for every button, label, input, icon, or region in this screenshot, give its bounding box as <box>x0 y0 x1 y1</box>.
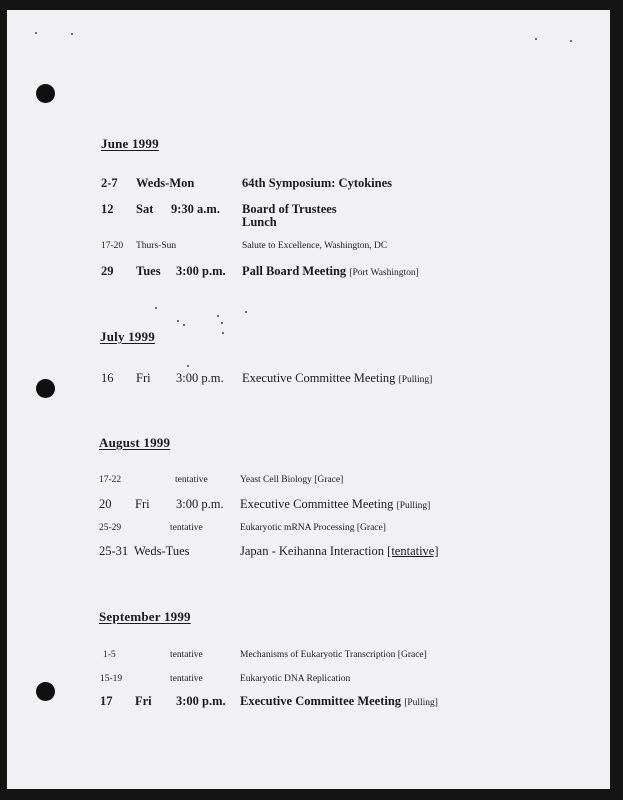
row-event-title: Yeast Cell Biology <box>240 475 312 485</box>
row-note: [Pulling] <box>398 375 433 385</box>
binder-hole-top <box>36 84 55 103</box>
paper-speck <box>187 365 189 367</box>
paper-speck <box>35 32 37 34</box>
paper-speck <box>183 324 185 326</box>
row-event: 64th Symposium: Cytokines <box>242 176 393 190</box>
row-date: 29 <box>101 264 114 278</box>
row-time: tentative <box>170 523 203 533</box>
row-date: 1-5 <box>103 650 116 660</box>
row-date: 25-31 <box>99 544 129 558</box>
row-event <box>242 264 419 279</box>
row-time: tentative <box>175 475 208 485</box>
row-day: Sat <box>136 202 154 216</box>
row-date: 17 <box>100 694 113 708</box>
row-date: 15-19 <box>100 674 123 684</box>
row-note: [Grace] <box>397 650 427 660</box>
row-note: [Port Washington] <box>349 268 419 278</box>
paper-speck <box>177 320 179 322</box>
paper-speck <box>245 311 247 313</box>
row-event-title: Japan - Keihanna Interaction <box>240 544 385 558</box>
row-event-title: Mechanisms of Eukaryotic Transcription <box>240 650 396 660</box>
row-event: Salute to Excellence, Washington, DC <box>242 241 388 251</box>
row-note: [Grace] <box>356 523 386 533</box>
row-note: [Grace] <box>314 475 344 485</box>
paper-speck <box>535 38 537 40</box>
row-day: Tues <box>136 264 161 278</box>
section-heading-september: September 1999 <box>99 609 191 624</box>
row-time: 9:30 a.m. <box>171 202 220 216</box>
row-time: 3:00 p.m. <box>176 694 226 708</box>
row-event <box>240 475 343 485</box>
row-note: [Pulling] <box>404 698 438 708</box>
row-event-title: Executive Committee Meeting <box>242 371 396 385</box>
binder-hole-bottom <box>36 682 55 701</box>
paper-speck <box>222 332 224 334</box>
paper-speck <box>217 315 219 317</box>
row-event <box>240 497 430 512</box>
row-time: 3:00 p.m. <box>176 264 226 278</box>
row-day: Fri <box>135 497 150 511</box>
row-day: Weds-Mon <box>136 176 195 190</box>
row-date: 25-29 <box>99 523 122 533</box>
row-time: tentative <box>170 650 203 660</box>
row-day: Thurs-Sun <box>136 241 177 251</box>
row-day: Fri <box>135 694 152 708</box>
row-date: 17-22 <box>99 475 122 485</box>
row-note: [Pulling] <box>396 501 431 511</box>
row-event <box>240 694 438 709</box>
section-heading-june: June 1999 <box>101 136 159 151</box>
row-event <box>240 544 439 559</box>
row-date: 20 <box>99 497 112 511</box>
row-date: 17-20 <box>101 241 124 251</box>
row-date: 2-7 <box>101 176 118 190</box>
paper-speck <box>570 40 572 42</box>
section-heading-july: July 1999 <box>100 329 155 344</box>
row-time: 3:00 p.m. <box>176 497 224 511</box>
section-heading-august: August 1999 <box>99 435 171 450</box>
row-event: Eukaryotic DNA Replication <box>240 674 351 684</box>
paper-speck <box>155 307 157 309</box>
row-event: Board of Trustees <box>242 202 337 216</box>
paper-speck <box>71 33 73 35</box>
row-event-title: Executive Committee Meeting <box>240 497 394 511</box>
row-time: tentative <box>170 674 203 684</box>
row-day: Fri <box>136 371 151 385</box>
row-event <box>240 650 427 660</box>
row-event <box>240 523 386 533</box>
row-date: 16 <box>101 371 114 385</box>
row-event-title: Pall Board Meeting <box>242 264 347 278</box>
paper-speck <box>221 322 223 324</box>
row-time: 3:00 p.m. <box>176 371 224 385</box>
row-event-title: Executive Committee Meeting <box>240 694 402 708</box>
row-day: Weds-Tues <box>134 544 190 558</box>
row-date: 12 <box>101 202 114 216</box>
row-event <box>242 371 432 386</box>
binder-hole-middle <box>36 379 55 398</box>
row-event-title: Eukaryotic mRNA Processing <box>240 523 355 533</box>
row-event-line2: Lunch <box>242 215 277 229</box>
row-note: [tentative] <box>387 544 439 558</box>
document-page <box>7 10 610 789</box>
